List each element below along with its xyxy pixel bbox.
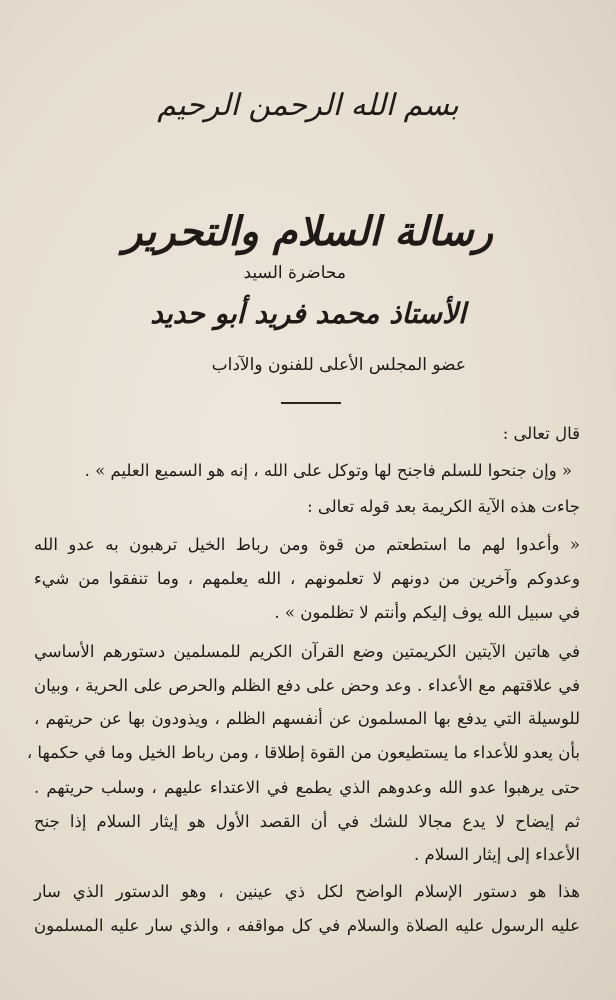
text-line: وعدوكم وآخرين من دونهم لا تعلمونهم ، الله يعلمهم ، وما تنفقوا من شيء [34,569,580,588]
text-line: « وأعدوا لهم ما استطعتم من قوة ومن رباط الخيل ترهبون به عدو الله [34,535,580,554]
text-line: عليه الرسول عليه الصلاة والسلام في كل مواقفه ، والذي سار عليه المسلمون [34,916,580,935]
text-line: قال تعالى : [502,424,580,443]
text-line: هذا هو دستور الإسلام الواضح لكل ذي عينين ، وهو الدستور الذي سار [34,882,580,901]
text-line: حتى يرهبوا عدو الله وعدوهم الذي يطمع في الاعتداء عليهم ، وسلب حريتهم . [34,778,580,797]
text-line: ثم إيضاح لا يدع مجالا للشك في أن القصد الأول هو إيثار السلام إذا جنح [34,812,580,831]
text-line: بأن يعدو للأعداء ما يستطيعون من القوة إطلاقا ، ومن رباط الخيل وما في حكمها ، [26,743,580,762]
separator-rule [281,402,341,404]
text-line: « وإن جنحوا للسلم فاجنح لها وتوكل على الله ، إنه هو السميع العليم » . [84,461,572,480]
author-name: الأستاذ محمد فريد أبو حديد [150,297,466,330]
author-role: عضو المجلس الأعلى للفنون والآداب [211,355,466,375]
text-line: للوسيلة التي يدفع بها المسلمون عن أنفسهم الظلم ، ويذودون بها عن حريتهم ، [34,709,580,728]
page-title: رسالة السلام والتحرير [123,208,493,255]
basmala: بسم الله الرحمن الرحيم [157,88,459,123]
text-line: الأعداء إلى إيثار السلام . [414,845,580,864]
text-line: في هاتين الآيتين الكريمتين وضع القرآن الكريم للمسلمين دستورهم الأساسي [34,642,580,661]
text-line: جاءت هذه الآية الكريمة بعد قوله تعالى : [307,497,580,516]
text-line: في سبيل الله يوف إليكم وأنتم لا تظلمون » . [274,603,580,622]
text-line: في علاقتهم مع الأعداء . وعد وحض على دفع الظلم والحرص على الحرية ، وبيان [34,676,580,695]
lecture-label: محاضرة السيد [243,263,346,283]
